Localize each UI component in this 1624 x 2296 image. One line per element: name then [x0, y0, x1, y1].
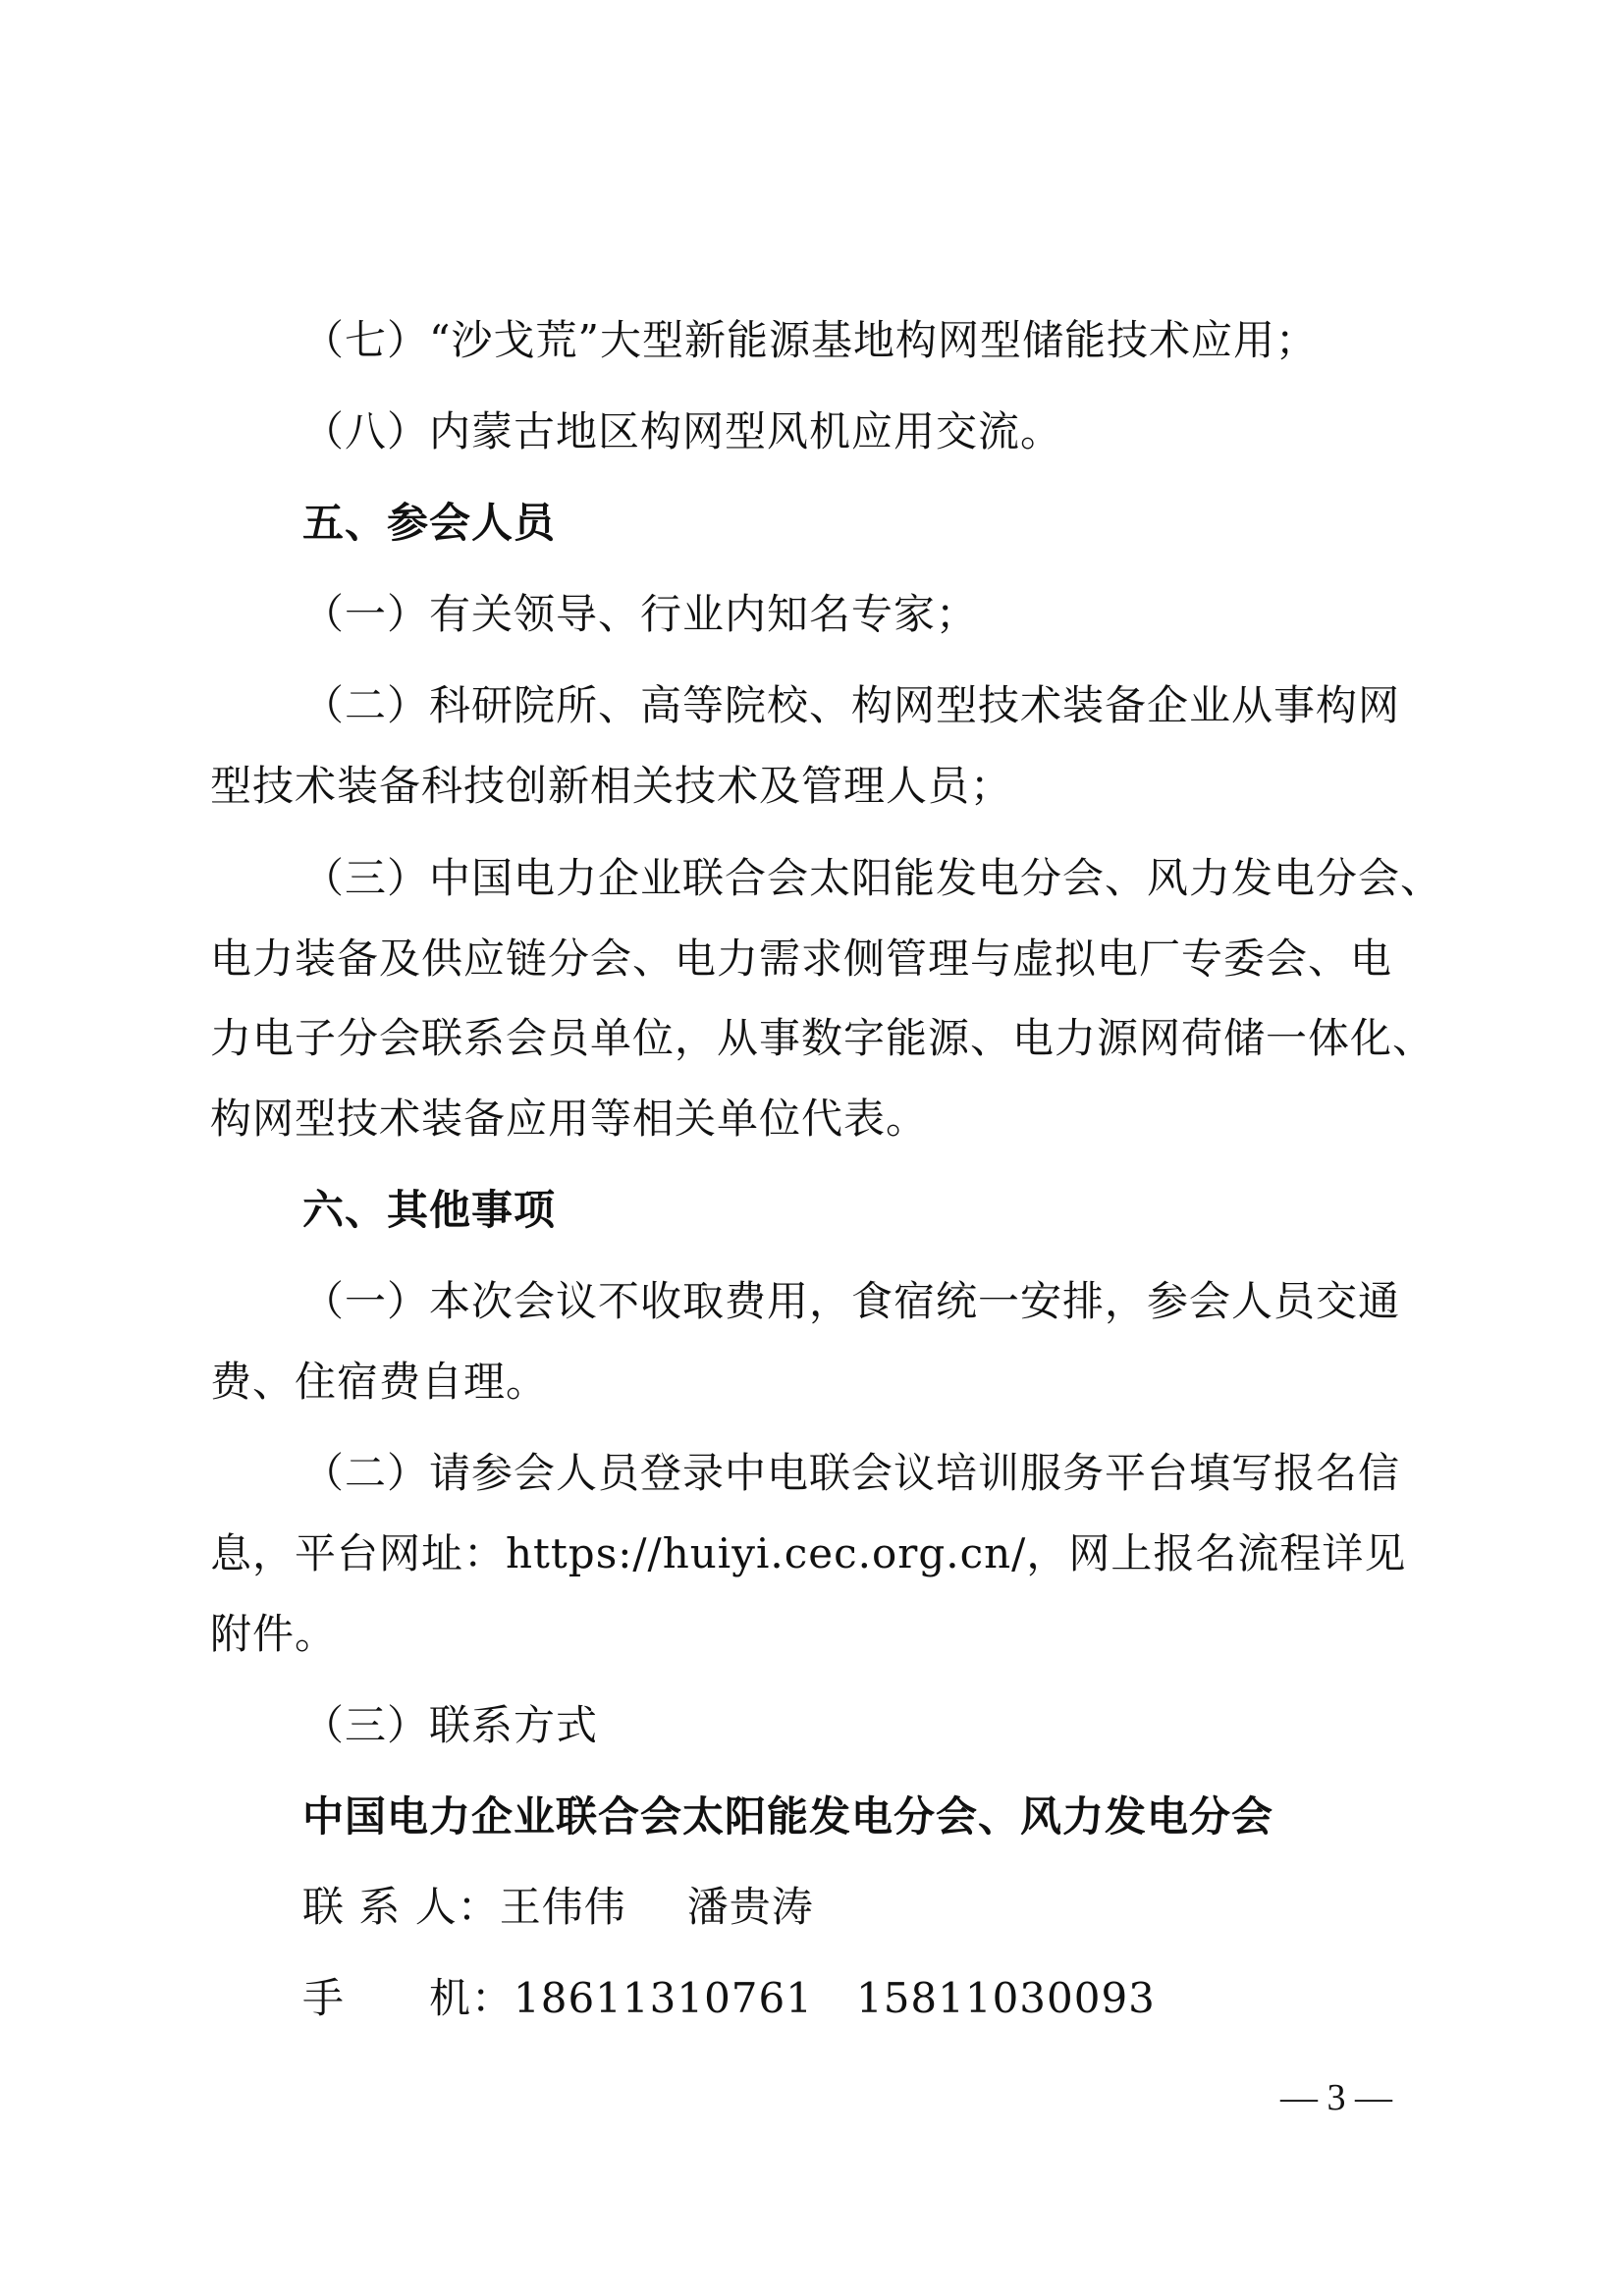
contact-organization: 中国电力企业联合会太阳能发电分会、风力发电分会: [302, 1792, 1274, 1841]
attendee-item-2: （二）科研院所、高等院校、构网型技术装备企业从事构网: [302, 681, 1401, 729]
contact-heading: （三）联系方式: [302, 1701, 599, 1749]
contact-person-1: 王伟伟: [499, 1883, 626, 1931]
section-heading-6: 六、其他事项: [302, 1186, 557, 1234]
page-number: — 3 —: [1280, 2077, 1392, 2118]
contact-phone-2: 15811030093: [855, 1974, 1156, 2022]
attendee-item-3: （三）中国电力企业联合会太阳能发电分会、风力发电分会、: [302, 854, 1443, 902]
other-item-2: （二）请参会人员登录中电联会议培训服务平台填写报名信: [302, 1449, 1401, 1497]
attendee-item-3-cont-2: 力电子分会联系会员单位，从事数字能源、电力源网荷储一体化、: [210, 1014, 1435, 1062]
other-item-2-cont-1: 息，平台网址：https://huiyi.cec.org.cn/，网上报名流程详见: [210, 1529, 1407, 1577]
item-7: （七）“沙戈荒”大型新能源基地构网型储能技术应用；: [302, 316, 1318, 364]
other-item-1: （一）本次会议不收取费用，食宿统一安排，参会人员交通: [302, 1277, 1401, 1325]
section-heading-5: 五、参会人员: [302, 499, 557, 547]
contact-phone-label: 手 机：: [302, 1974, 514, 2022]
item-8: （八）内蒙古地区构网型风机应用交流。: [302, 407, 1063, 455]
contact-phone-row: [302, 1974, 1156, 2023]
contact-phone-1: 18611310761: [514, 1974, 813, 2022]
contact-person-2: 潘贵涛: [686, 1883, 814, 1931]
other-item-1-cont: 费、住宿费自理。: [210, 1358, 549, 1406]
contact-person-row: [302, 1883, 814, 1932]
attendee-item-1: （一）有关领导、行业内知名专家；: [302, 590, 979, 638]
attendee-item-3-cont-3: 构网型技术装备应用等相关单位代表。: [210, 1095, 929, 1143]
attendee-item-2-cont: 型技术装备科技创新相关技术及管理人员；: [210, 762, 1013, 810]
attendee-item-3-cont-1: 电力装备及供应链分会、电力需求侧管理与虚拟电厂专委会、电: [210, 934, 1393, 983]
other-item-2-cont-2: 附件。: [210, 1610, 338, 1658]
contact-person-label: 联 系 人：: [302, 1883, 500, 1931]
